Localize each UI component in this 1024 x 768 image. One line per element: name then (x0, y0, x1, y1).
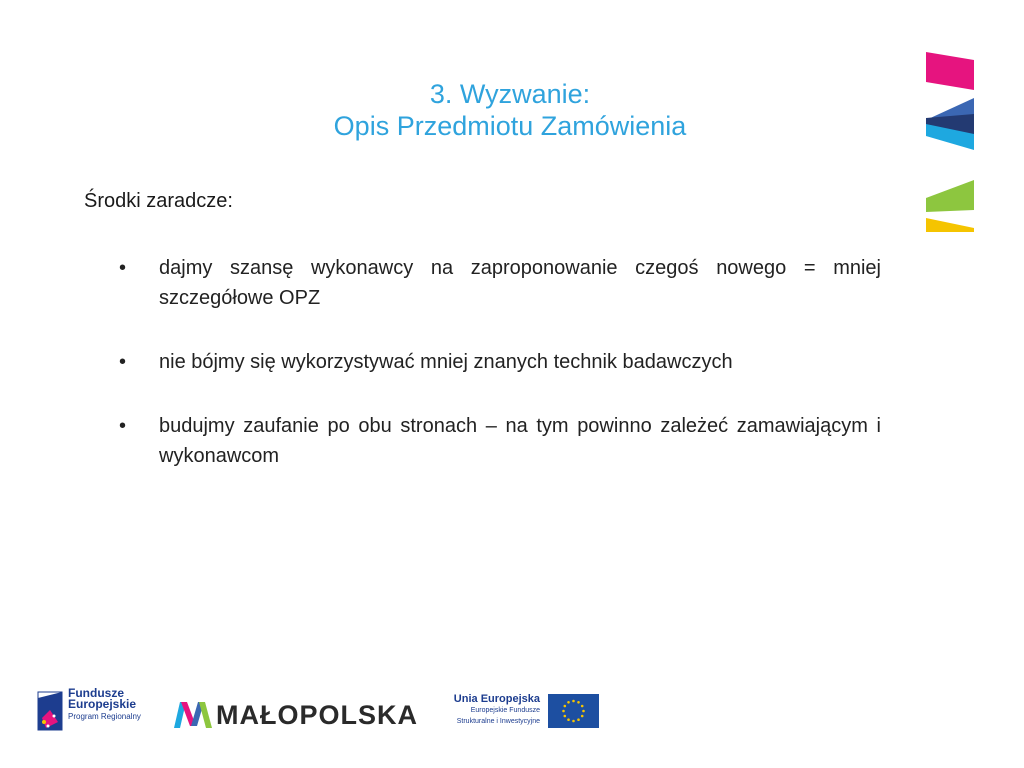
bullet-item (115, 411, 881, 471)
bullet-item (115, 253, 881, 313)
title-line-1: 3. Wyzwanie: (429, 79, 591, 109)
stripe-yellow (926, 218, 974, 232)
fundusze-europejskie-label (68, 688, 141, 722)
fe-line-1: Fundusze (68, 686, 124, 700)
unia-europejska-label (448, 694, 540, 727)
slide-title (200, 78, 820, 142)
ue-line-1: Unia Europejska (453, 693, 540, 705)
fe-line-2: Europejskie (68, 697, 137, 711)
fundusze-europejskie-logo-icon (36, 688, 66, 734)
ue-line-3: Strukturalne i Inwestycyjne (456, 718, 540, 725)
bullet-marker: • (119, 415, 127, 437)
malopolska-logo-icon (172, 698, 216, 730)
title-line-2: Opis Przedmiotu Zamówienia (333, 111, 687, 141)
bullet-marker: • (119, 257, 127, 279)
bullet-marker: • (119, 351, 127, 373)
section-heading: Środki zaradcze: (84, 190, 233, 212)
footer-logos (0, 680, 1024, 740)
malopolska-label: MAŁOPOLSKA (216, 700, 418, 730)
stripe-magenta (926, 52, 974, 90)
decorative-stripes (918, 52, 978, 236)
bullet-text: nie bójmy się wykorzystywać mniej znanych technik badawczych (159, 351, 733, 373)
bullet-text: dajmy szansę wykonawcy na zaproponowanie czegoś nowego = mniej szczegółowe OPZ (159, 257, 881, 309)
ue-line-2: Europejskie Fundusze (470, 707, 540, 714)
fe-line-3: Program Regionalny (68, 712, 141, 721)
stripe-green (926, 180, 974, 212)
bullet-list (115, 253, 881, 471)
bullet-text: budujmy zaufanie po obu stronach – na tym powinno zależeć zamawiającym i wykonawcom (159, 415, 881, 467)
bullet-item (115, 347, 881, 377)
eu-flag-icon (548, 694, 599, 728)
